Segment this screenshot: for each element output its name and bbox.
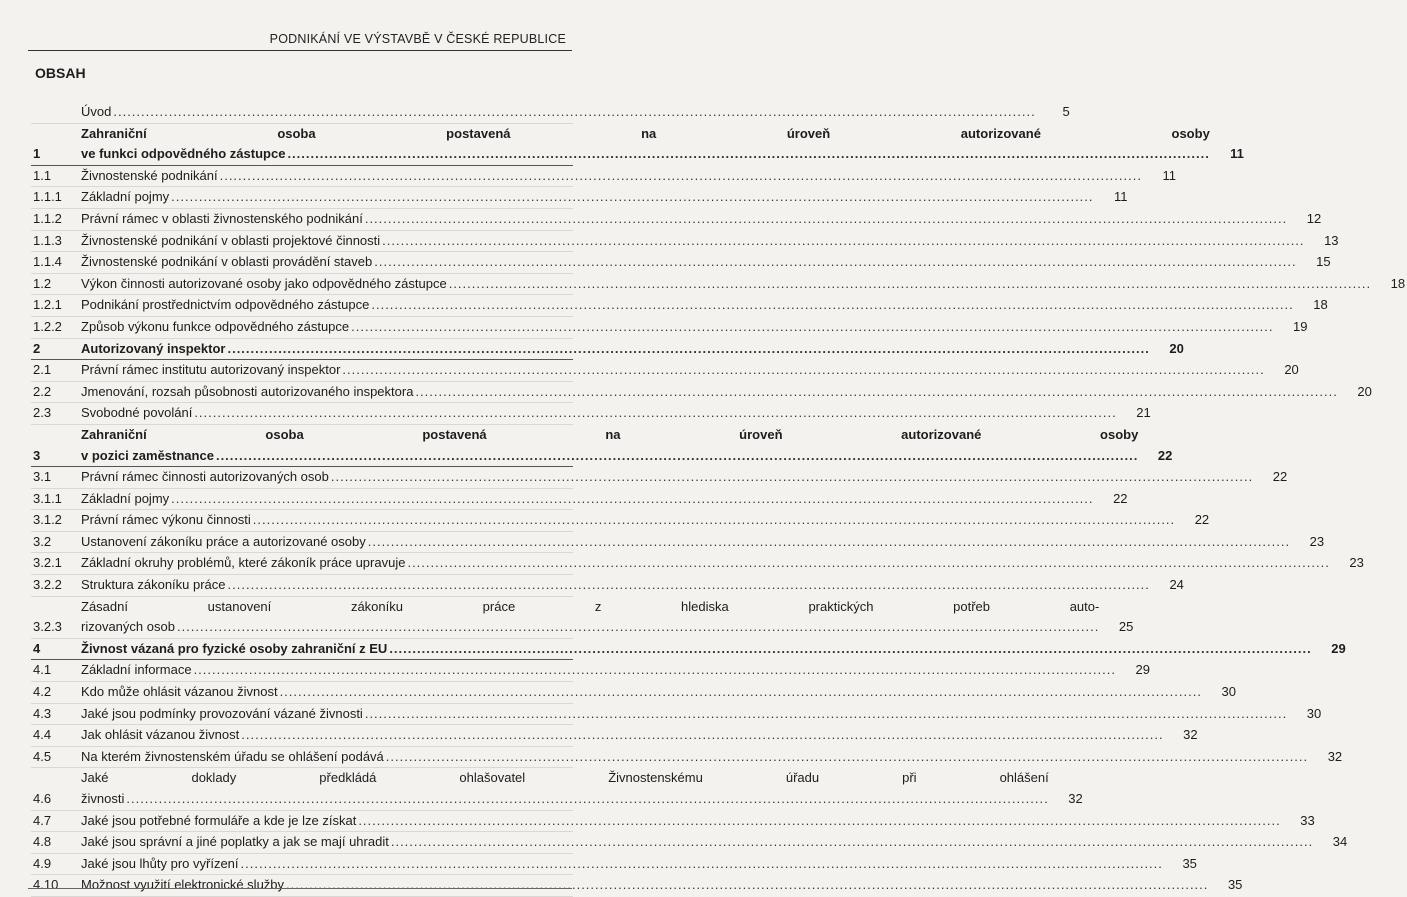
toc-entry-number: 2.3 <box>33 405 52 421</box>
toc-entry-title <box>81 639 1318 660</box>
toc-page-number: 32 <box>1327 748 1343 764</box>
leader-dots <box>405 553 1329 574</box>
toc-entry-title-line: ve funkci odpovědného zástupce <box>81 146 286 162</box>
toc-page-number: 29 <box>1331 640 1346 656</box>
toc-page-number: 18 <box>1313 297 1328 313</box>
toc-entry-row <box>31 403 1151 425</box>
toc-page-number: 22 <box>1194 512 1210 528</box>
toc-page-number: 34 <box>1332 834 1348 850</box>
toc-entry-row <box>31 575 1184 597</box>
toc-entry-number: 1.1.1 <box>33 189 62 205</box>
toc-entry-title <box>81 86 1042 123</box>
toc-entry-row <box>31 360 1299 382</box>
toc-page-number: 12 <box>1306 210 1322 226</box>
leader-dots <box>214 446 1138 467</box>
leader-dots <box>111 102 1035 123</box>
toc-entry-number: 1.1.2 <box>33 210 62 226</box>
toc-entry-number: 2.2 <box>33 383 52 399</box>
toc-page-number: 29 <box>1135 662 1150 678</box>
toc-entry-number: 3.2 <box>33 533 52 549</box>
toc-entry-number: 4.9 <box>33 855 52 871</box>
toc-chapter-row <box>31 339 1184 361</box>
toc-page-number: 35 <box>1182 855 1197 871</box>
toc-page-number: 22 <box>1157 447 1173 463</box>
toc-entry-number: 1.1.3 <box>33 232 62 248</box>
toc-entry-number: 1.2.1 <box>33 297 62 313</box>
toc-entry-title-text: Podnikání prostřednictvím odpovědného zástupce <box>81 297 370 313</box>
toc-entry-title-text: Základní pojmy <box>81 490 170 506</box>
toc-entry-title-text: Živnost vázaná pro fyzické osoby zahraniční z EU <box>81 640 388 656</box>
toc-entry-number: 4.8 <box>33 834 52 850</box>
leader-dots <box>251 510 1175 531</box>
toc-entry-row <box>31 231 1339 253</box>
toc-entry-number: 3.1.1 <box>33 490 62 506</box>
toc-entry-title <box>81 339 1156 360</box>
toc-page-number: 22 <box>1272 469 1288 485</box>
leader-dots <box>356 811 1280 832</box>
toc-page-number: 11 <box>1230 146 1244 162</box>
toc-entry-title-text: Živnostenské podnikání v oblasti projektové činnosti <box>81 232 381 248</box>
toc-entry-row <box>31 187 1128 209</box>
toc-entry-row <box>31 317 1308 339</box>
toc-entry-title <box>81 854 1169 875</box>
header-rule <box>28 50 572 51</box>
toc-entry-title <box>81 231 1311 252</box>
leader-dots <box>413 382 1337 403</box>
toc-entry-number: 4.7 <box>33 812 52 828</box>
toc-entry-number: 4.10 <box>33 877 59 893</box>
toc-entry-title-text: Jaké jsou správní a jiné poplatky a jak se mají uhradit <box>81 834 389 850</box>
toc-page-number: 30 <box>1221 684 1236 700</box>
toc-entry-title <box>81 382 1344 403</box>
toc-entry-number: 3.1 <box>33 469 52 485</box>
toc-page-number: 24 <box>1169 577 1184 593</box>
toc-entry-title <box>81 510 1181 531</box>
toc-page-number: 23 <box>1349 555 1364 571</box>
toc-entry-title-text: Způsob výkonu funkce odpovědného zástupce <box>81 318 350 334</box>
leader-dots <box>349 317 1273 338</box>
toc-entry-row <box>31 704 1322 726</box>
toc-entry-title <box>81 124 1216 165</box>
toc-page-number: 11 <box>1162 167 1176 183</box>
leader-dots <box>384 747 1308 768</box>
toc-entry-title <box>81 553 1336 574</box>
toc-entry-number: 1.2 <box>33 275 52 291</box>
leader-dots <box>447 274 1371 295</box>
toc-entry-title-line: Zásadní ustanovení zákoníku práce z hlediska praktických potřeb auto- <box>81 598 1100 614</box>
toc-chapter-row <box>31 639 1346 661</box>
toc-chapter-row <box>31 425 1173 467</box>
toc-entry-row <box>31 768 1083 810</box>
footer-rule <box>28 888 572 889</box>
leader-dots <box>218 166 1142 187</box>
toc-page-number: 33 <box>1300 812 1315 828</box>
leader-dots <box>366 532 1290 553</box>
toc-entry-row <box>31 747 1343 769</box>
toc-entry-title <box>81 274 1377 295</box>
leader-dots <box>175 617 1099 638</box>
toc-entry-number: 3.2.1 <box>33 555 62 571</box>
toc-entry-title <box>81 467 1259 488</box>
toc-entry-title-text: Jmenování, rozsah působnosti autorizovaného inspektora <box>81 383 414 399</box>
toc-entry-title <box>81 187 1100 208</box>
toc-entry-row <box>31 725 1198 747</box>
toc-entry-number: 3.2.3 <box>33 619 62 635</box>
toc-entry-title <box>81 832 1319 853</box>
toc-entry-number: 4.5 <box>33 748 52 764</box>
toc-entry-number: 1.2.2 <box>33 318 62 334</box>
toc-entry-title <box>81 489 1100 510</box>
toc-entry-title <box>81 725 1170 746</box>
toc-entry-title <box>81 209 1293 230</box>
toc-entry-title-text: Kdo může ohlásit vázanou živnost <box>81 684 278 700</box>
toc-page-number: 13 <box>1324 232 1339 248</box>
toc-entry-title-line: živnosti <box>81 791 125 806</box>
toc-entry-title-text: Základní okruhy problémů, které zákoník práce upravuje <box>81 555 406 571</box>
toc-entry-title-text: Jaké jsou lhůty pro vyřízení <box>81 855 239 871</box>
toc-entry-title <box>81 660 1122 681</box>
running-head: PODNIKÁNÍ VE VÝSTAVBĚ V ČESKÉ REPUBLICE <box>269 32 566 46</box>
toc-entry-title-text: Právní rámec institutu autorizovaný inspektor <box>81 362 341 378</box>
leader-dots <box>369 295 1293 316</box>
toc-entry-number: 4.3 <box>33 705 52 721</box>
toc-entry-title <box>81 166 1148 187</box>
toc-entry-title <box>81 704 1293 725</box>
toc-entry-title <box>81 875 1214 896</box>
toc-page-number: 30 <box>1306 705 1322 721</box>
toc-entry-title <box>81 575 1156 596</box>
leader-dots <box>340 360 1264 381</box>
toc-entry-row <box>31 682 1236 704</box>
leader-dots <box>239 725 1163 746</box>
toc-entry-number: 4.2 <box>33 684 52 700</box>
toc-entry-title <box>81 425 1144 466</box>
toc-entry-row <box>31 489 1128 511</box>
toc-entry-title <box>81 597 1105 638</box>
toc-entry-title <box>81 811 1287 832</box>
toc-page-number: 32 <box>1068 791 1083 806</box>
toc-page-number: 20 <box>1357 383 1372 399</box>
toc-entry-row <box>31 510 1210 532</box>
toc-title: OBSAH <box>35 65 86 81</box>
toc-entry-title-text: Autorizovaný inspektor <box>81 340 226 356</box>
toc-entry-title <box>81 252 1303 273</box>
toc-entry-row <box>31 811 1315 833</box>
toc-entry-title-text: Základní informace <box>81 662 192 678</box>
toc-entry-title-line: Zahraniční osoba postavená na úroveň autorizované osoby <box>81 426 1139 442</box>
leader-dots <box>284 875 1208 896</box>
toc-entry-row <box>31 86 1070 124</box>
toc-entry-row <box>31 274 1406 296</box>
toc-entry-number: 1.1 <box>33 167 52 183</box>
toc-page-number: 23 <box>1309 533 1325 549</box>
toc-entry-row <box>31 295 1328 317</box>
toc-entry-number: 2 <box>33 340 41 356</box>
toc-page-number: 32 <box>1183 727 1198 743</box>
toc-page-number: 25 <box>1118 619 1134 635</box>
toc-entry-title <box>81 768 1055 809</box>
toc-entry-title <box>81 682 1208 703</box>
leader-dots <box>169 489 1093 510</box>
leader-dots <box>387 639 1311 660</box>
toc-entry-title-line: Zahraniční osoba postavená na úroveň autorizované osoby <box>81 125 1210 141</box>
toc-page-number: 18 <box>1390 275 1406 291</box>
toc-entry-title-text: Na kterém živnostenském úřadu se ohlášení podává <box>81 748 384 764</box>
toc-entry-title-text: Živnostenské podnikání v oblasti provádění staveb <box>81 254 373 270</box>
toc-entry-title-text: Právní rámec výkonu činnosti <box>81 512 251 528</box>
toc-entry-title-text: Právní rámec v oblasti živnostenského podnikání <box>81 210 363 226</box>
toc-entry-row <box>31 854 1197 876</box>
toc-entry-number: 3 <box>33 447 41 463</box>
toc-entry-number: 4.1 <box>33 662 52 678</box>
leader-dots <box>329 467 1253 488</box>
toc-page-number: 15 <box>1316 254 1331 270</box>
toc-entry-row <box>31 832 1348 854</box>
toc-entry-title-text: Živnostenské podnikání <box>81 167 218 183</box>
toc-entry-title-text: Struktura zákoníku práce <box>81 577 226 593</box>
toc-entry-title-text: Základní pojmy <box>81 189 170 205</box>
toc-entry-title <box>81 317 1280 338</box>
toc-entry-number: 3.2.2 <box>33 577 62 593</box>
table-of-contents <box>31 86 1406 897</box>
toc-entry-row <box>31 875 1243 897</box>
toc-entry-number: 4.6 <box>33 791 52 806</box>
toc-entry-row <box>31 467 1288 489</box>
toc-page-number: 20 <box>1284 362 1299 378</box>
toc-page-number: 21 <box>1136 405 1151 421</box>
toc-entry-title-text: Výkon činnosti autorizované osoby jako odpovědného zástupce <box>81 275 447 291</box>
leader-dots <box>389 832 1313 853</box>
leader-dots <box>363 209 1287 230</box>
leader-dots <box>380 231 1304 252</box>
leader-dots <box>285 144 1209 165</box>
leader-dots <box>278 682 1202 703</box>
leader-dots <box>372 252 1296 273</box>
toc-entry-row <box>31 382 1372 404</box>
toc-entry-title-text: Jaké jsou podmínky provozování vázané živnosti <box>81 705 363 721</box>
toc-entry-title <box>81 295 1300 316</box>
toc-entry-title-text: Svobodné povolání <box>81 405 193 421</box>
toc-entry-title <box>81 747 1314 768</box>
toc-entry-number: 4.4 <box>33 727 52 743</box>
toc-entry-row <box>31 553 1364 575</box>
toc-entry-row <box>31 660 1150 682</box>
toc-chapter-row <box>31 124 1244 166</box>
toc-page-number: 19 <box>1293 318 1308 334</box>
toc-entry-number: 3.1.2 <box>33 512 62 528</box>
leader-dots <box>124 789 1048 810</box>
toc-entry-row <box>31 209 1322 231</box>
toc-entry-title-line: v pozici zaměstnance <box>81 447 214 463</box>
toc-page-number: 5 <box>1062 104 1070 119</box>
toc-entry-row <box>31 252 1331 274</box>
toc-page-number: 22 <box>1113 490 1128 506</box>
toc-page-number: 20 <box>1169 340 1184 356</box>
toc-entry-row <box>31 597 1134 639</box>
toc-entry-number: 2.1 <box>33 362 52 378</box>
toc-entry-title-text: Právní rámec činnosti autorizovaných osob <box>81 469 329 485</box>
toc-entry-title-text: Jak ohlásit vázanou živnost <box>81 727 240 743</box>
leader-dots <box>225 339 1149 360</box>
toc-entry-title-line: Jaké doklady předkládá ohlašovatel Živnostenskému úřadu při ohlášení <box>81 770 1049 786</box>
toc-entry-title <box>81 532 1296 553</box>
leader-dots <box>363 704 1287 725</box>
toc-entry-title-text: Jaké jsou potřebné formuláře a kde je lze získat <box>81 812 357 828</box>
toc-entry-title-line: rizovaných osob <box>81 619 175 635</box>
toc-entry-title <box>81 403 1123 424</box>
toc-entry-title-text: Možnost využití elektronické služby <box>81 877 285 893</box>
toc-page-number: 11 <box>1114 189 1128 205</box>
leader-dots <box>192 403 1116 424</box>
leader-dots <box>169 187 1093 208</box>
toc-entry-title-text: Úvod <box>81 104 112 119</box>
toc-page-number: 35 <box>1227 877 1243 893</box>
toc-entry-row <box>31 166 1176 188</box>
toc-entry-number: 1.1.4 <box>33 254 62 270</box>
toc-entry-number: 1 <box>33 146 41 162</box>
toc-entry-title <box>81 360 1271 381</box>
leader-dots <box>192 660 1116 681</box>
leader-dots <box>239 854 1163 875</box>
toc-entry-row <box>31 532 1325 554</box>
toc-entry-number: 4 <box>33 640 41 656</box>
leader-dots <box>226 575 1150 596</box>
toc-entry-title-text: Ustanovení zákoníku práce a autorizované osoby <box>81 533 366 549</box>
